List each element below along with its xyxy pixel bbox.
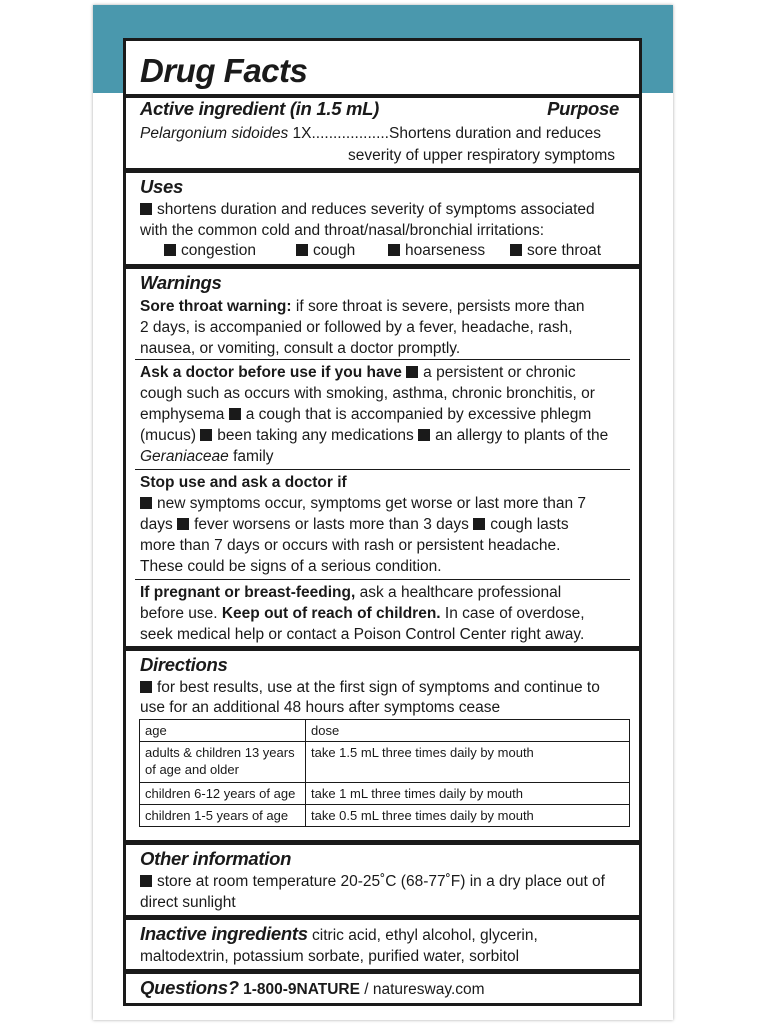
- subsection-rule: [135, 579, 630, 580]
- bullet-square-icon: [510, 244, 522, 256]
- drug-facts-label: [123, 38, 642, 1006]
- table-cell-dose: take 1.5 mL three times daily by mouth: [306, 742, 630, 783]
- other-info-line-1: store at room temperature 20-25˚C (68-77˚F) in a dry place out of: [140, 871, 605, 892]
- sore-throat-warning-label: Sore throat warning:: [140, 298, 292, 315]
- bullet-square-icon: [140, 875, 152, 887]
- bullet-square-icon: [296, 244, 308, 256]
- website: / naturesway.com: [359, 981, 485, 998]
- stop-use-heading: Stop use and ask a doctor if: [140, 474, 347, 491]
- table-header-row: [140, 720, 630, 742]
- inactive-heading: Inactive ingredients: [140, 923, 308, 944]
- bullet-square-icon: [200, 429, 212, 441]
- table-cell-age: adults & children 13 years of age and older: [140, 742, 306, 783]
- section-bar: [126, 168, 639, 173]
- stop-use-line-1: new symptoms occur, symptoms get worse or last more than 7: [140, 493, 586, 514]
- sore-throat-line-2: 2 days, is accompanied or followed by a fever, headache, rash,: [140, 319, 573, 336]
- pregnant-line-2: before use. Keep out of reach of children. In case of overdose,: [140, 605, 585, 622]
- uses-line-1: [140, 199, 595, 220]
- active-ingredient-line: [140, 123, 601, 144]
- ask-doctor-line-1: Ask a doctor before use if you have a persistent or chronic: [140, 364, 576, 381]
- pregnant-line-1: If pregnant or breast-feeding, ask a healthcare professional: [140, 584, 562, 601]
- section-bar: [126, 969, 639, 974]
- ask-doctor-line-3: emphysema a cough that is accompanied by excessive phlegm: [140, 406, 592, 423]
- ask-doctor-label: Ask a doctor before use if you have: [140, 364, 402, 381]
- keep-out-of-reach-label: Keep out of reach of children.: [221, 605, 441, 622]
- inactive-line-1: Inactive ingredients citric acid, ethyl alcohol, glycerin,: [140, 923, 538, 944]
- section-bar: [126, 264, 639, 269]
- uses-heading: Uses: [140, 176, 184, 197]
- section-bar: [126, 840, 639, 845]
- bullet-square-icon: [140, 203, 152, 215]
- table-header-age: age: [140, 720, 306, 742]
- drug-facts-title: Drug Facts: [140, 52, 308, 89]
- table-cell-dose: take 0.5 mL three times daily by mouth: [306, 805, 630, 827]
- table-row: [140, 783, 630, 805]
- ask-doctor-line-2: cough such as occurs with smoking, asthma, chronic bronchitis, or: [140, 385, 595, 402]
- ask-doctor-line-5: Geraniaceae family: [140, 448, 274, 465]
- section-bar: [126, 646, 639, 651]
- purpose-text-cont: severity of upper respiratory symptoms: [347, 147, 615, 164]
- plant-family-name: Geraniaceae: [140, 448, 229, 465]
- section-bar: [126, 915, 639, 920]
- ingredient-potency: 1X: [288, 125, 312, 142]
- table-cell-dose: take 1 mL three times daily by mouth: [306, 783, 630, 805]
- table-header-dose: dose: [306, 720, 630, 742]
- bullet-square-icon: [140, 497, 152, 509]
- other-info-line-2: direct sunlight: [140, 894, 236, 911]
- questions-line: [140, 977, 485, 1000]
- uses-text: shortens duration and reduces severity of symptoms associated: [157, 201, 595, 218]
- symptom-cough: cough: [296, 240, 355, 261]
- stop-use-line-2: days fever worsens or lasts more than 3 days cough lasts: [140, 516, 569, 533]
- active-ingredient-heading: Active ingredient (in 1.5 mL): [140, 98, 380, 119]
- table-cell-age: children 6-12 years of age: [140, 783, 306, 805]
- subsection-rule: [135, 469, 630, 470]
- ingredient-name: Pelargonium sidoides: [140, 125, 289, 142]
- sore-throat-line-1: Sore throat warning: if sore throat is severe, persists more than: [140, 298, 585, 315]
- bullet-square-icon: [140, 681, 152, 693]
- symptom-sore-throat: sore throat: [510, 240, 601, 261]
- symptom-hoarseness: hoarseness: [388, 240, 485, 261]
- bullet-square-icon: [418, 429, 430, 441]
- sore-throat-line-3: nausea, or vomiting, consult a doctor promptly.: [140, 340, 461, 357]
- table-row: [140, 742, 630, 783]
- dosage-table: [139, 719, 630, 827]
- subsection-rule: [135, 359, 630, 360]
- inactive-line-2: maltodextrin, potassium sorbate, purified water, sorbitol: [140, 948, 520, 965]
- table-cell-age: children 1-5 years of age: [140, 805, 306, 827]
- ingredient-dots: ..................: [311, 125, 389, 142]
- directions-line-2: use for an additional 48 hours after symptoms cease: [140, 699, 501, 716]
- ask-doctor-line-4: (mucus) been taking any medications an allergy to plants of the: [140, 427, 609, 444]
- bullet-square-icon: [473, 518, 485, 530]
- stop-use-line-3: more than 7 days or occurs with rash or persistent headache.: [140, 537, 561, 554]
- stop-use-line-4: These could be signs of a serious condition.: [140, 558, 442, 575]
- phone-number: 1-800-9NATURE: [238, 981, 360, 998]
- questions-heading: Questions?: [140, 977, 239, 998]
- other-info-heading: Other information: [140, 848, 292, 869]
- directions-heading: Directions: [140, 654, 228, 675]
- directions-line-1: for best results, use at the first sign of symptoms and continue to: [140, 677, 600, 698]
- table-row: [140, 805, 630, 827]
- bullet-square-icon: [177, 518, 189, 530]
- purpose-text: Shortens duration and reduces: [388, 125, 601, 142]
- warnings-heading: Warnings: [140, 272, 222, 293]
- symptom-congestion: congestion: [164, 240, 256, 261]
- uses-line-2: with the common cold and throat/nasal/bronchial irritations:: [140, 222, 545, 239]
- bullet-square-icon: [406, 366, 418, 378]
- bullet-square-icon: [164, 244, 176, 256]
- purpose-heading: Purpose: [547, 98, 619, 119]
- bullet-square-icon: [388, 244, 400, 256]
- bullet-square-icon: [229, 408, 241, 420]
- pregnant-line-3: seek medical help or contact a Poison Control Center right away.: [140, 626, 585, 643]
